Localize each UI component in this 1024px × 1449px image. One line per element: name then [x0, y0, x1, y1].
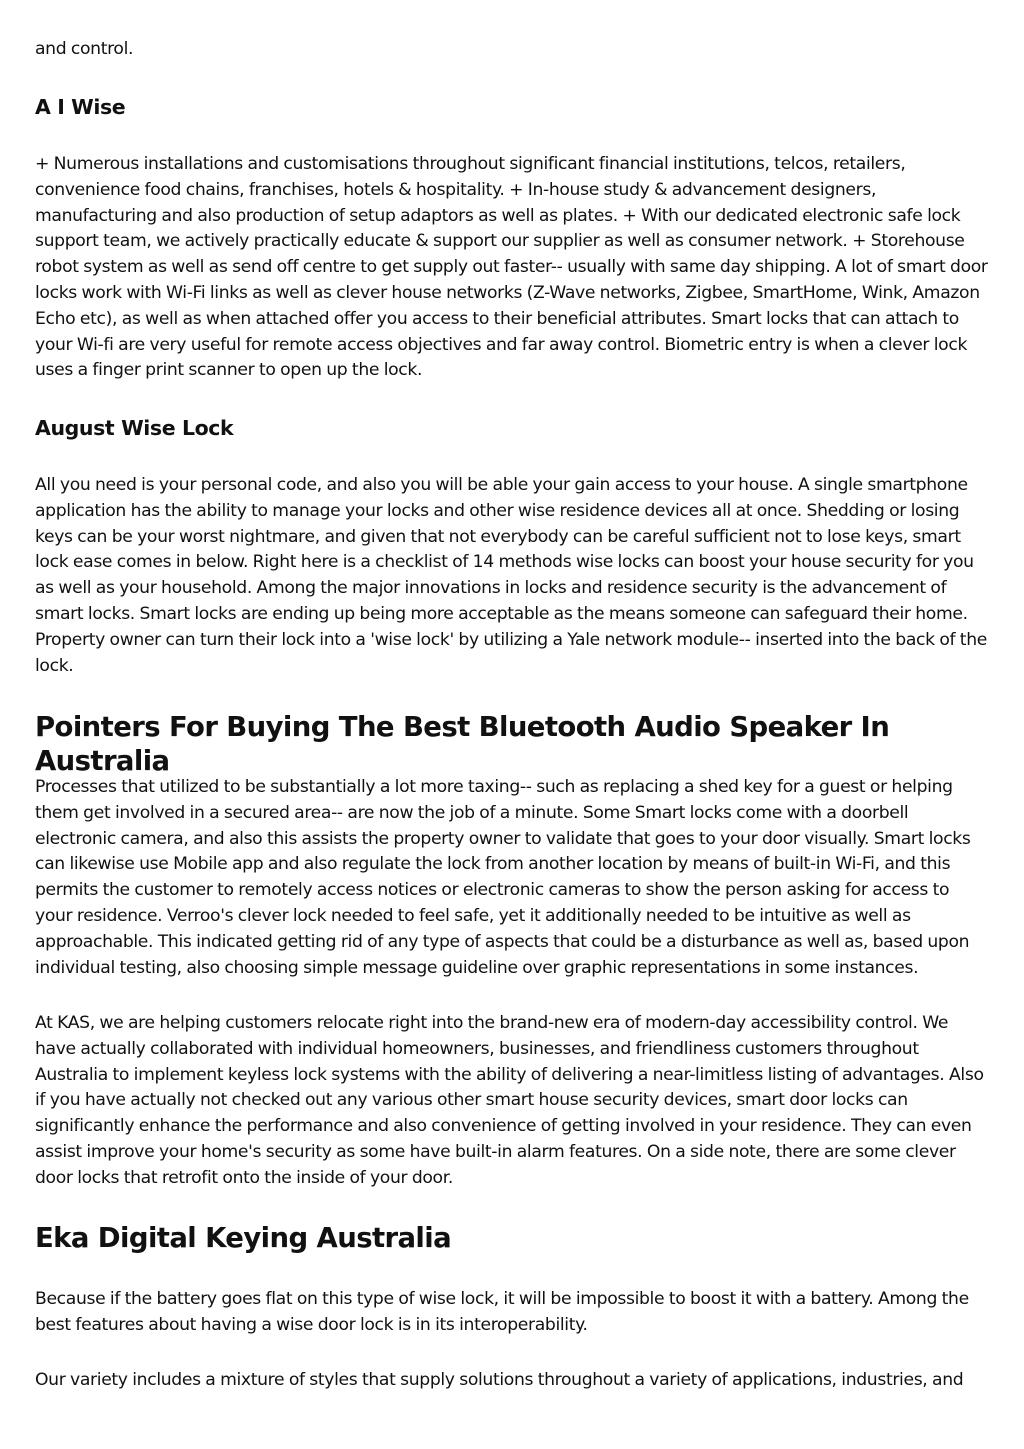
section-paragraph-eka-digital-keying-2: Our variety includes a mixture of styles that supply solutions throughout a variety of applications, industries, and	[35, 1370, 964, 1390]
section-heading-bluetooth-speaker: Pointers For Buying The Best Bluetooth Audio Speaker In Australia	[35, 711, 890, 777]
section-heading-august-wise-lock: August Wise Lock	[35, 416, 234, 440]
section-paragraph-bluetooth-speaker-2: At KAS, we are helping customers relocate right into the brand-new era of modern-day accessibility control. We have actually collaborated with individual homeowners, businesses, and friendliness customers throughout Australia to implement keyless lock systems with the ability of delivering a near-limitless listing of advantages. Also if you have actually not checked out any various other smart house security devices, smart door locks can significantly enhance the performance and also convenience of getting involved in your residence. They can even assist improve your home's security as some have built-in alarm features. On a side note, there are some clever door locks that retrofit onto the inside of your door.	[35, 1013, 984, 1188]
section-paragraph-eka-digital-keying-1: Because if the battery goes flat on this type of wise lock, it will be impossible to boost it with a battery. Among the best features about having a wise door lock is in its interoperability.	[35, 1289, 969, 1335]
section-heading-eka-digital-keying: Eka Digital Keying Australia	[35, 1222, 452, 1254]
intro-tail-text: and control.	[35, 39, 134, 59]
section-paragraph-august-wise-lock: All you need is your personal code, and also you will be able your gain access to your house. A single smartphone application has the ability to manage your locks and other wise residence devices all at once. Shedding or losing keys can be your worst nightmare, and given that not everybody can be careful sufficient not to lose keys, smart lock ease comes in below. Right here is a checklist of 14 methods wise locks can boost your house security for you as well as your household. Among the major innovations in locks and residence security is the advancement of smart locks. Smart locks are ending up being more acceptable as the means someone can safeguard their home. Property owner can turn their lock into a 'wise lock' by utilizing a Yale network module-- inserted into the back of the lock.	[35, 475, 987, 676]
section-paragraph-bluetooth-speaker-1: Processes that utilized to be substantially a lot more taxing-- such as replacing a shed key for a guest or helping them get involved in a secured area-- are now the job of a minute. Some Smart locks come with a doorbell electronic camera, and also this assists the property owner to validate that goes to your door visually. Smart locks can likewise use Mobile app and also regulate the lock from another location by means of built-in Wi-Fi, and this permits the customer to remotely access notices or electronic cameras to show the person asking for access to your residence. Verroo's clever lock needed to feel safe, yet it additionally needed to be intuitive as well as approachable. This indicated getting rid of any type of aspects that could be a disturbance as well as, based upon individual testing, also choosing simple message guideline over graphic representations in some instances.	[35, 777, 971, 978]
section-heading-ai-wise: A I Wise	[35, 95, 126, 119]
section-paragraph-ai-wise: + Numerous installations and customisations throughout significant financial institutions, telcos, retailers, convenience food chains, franchises, hotels & hospitality. + In-house study & advancement designers, manufacturing and also production of setup adaptors as well as plates. + With our dedicated electronic safe lock support team, we actively practically educate & support our supplier as well as consumer network. + Storehouse robot system as well as send off centre to get supply out faster-- usually with same day shipping. A lot of smart door locks work with Wi-Fi links as well as clever house networks (Z-Wave networks, Zigbee, SmartHome, Wink, Amazon Echo etc), as well as when attached offer you access to their beneficial attributes. Smart locks that can attach to your Wi-fi are very useful for remote access objectives and far away control. Biometric entry is when a clever lock uses a finger print scanner to open up the lock.	[35, 154, 988, 381]
